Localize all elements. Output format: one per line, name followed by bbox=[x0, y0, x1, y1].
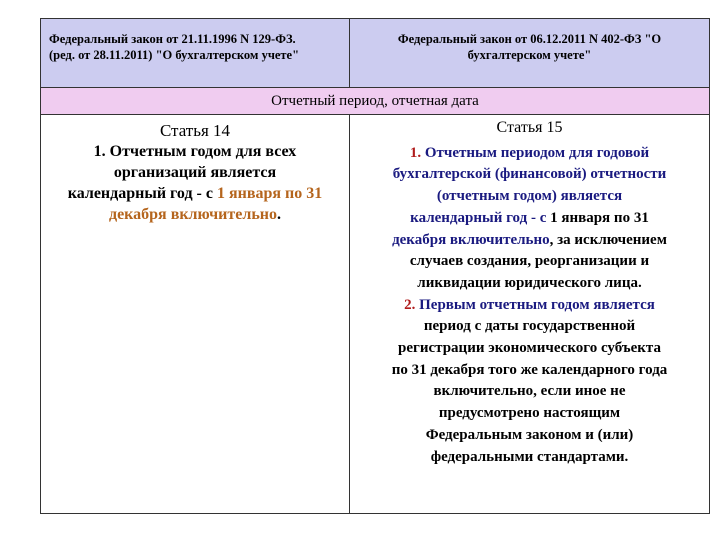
header-right-line2: бухгалтерском учете" bbox=[467, 48, 592, 62]
period-dates: 1 января по 31 bbox=[550, 209, 649, 226]
article-15-text: Отчетным периодом для годовой bbox=[421, 144, 650, 161]
article-15-line: ликвидации юридического лица. bbox=[417, 274, 642, 291]
article-15-line: федеральными стандартами. bbox=[430, 448, 629, 465]
item-number: 2. bbox=[404, 296, 416, 313]
article-15-line: (отчетным годом) является bbox=[436, 188, 623, 205]
header-law-402 bbox=[350, 19, 709, 87]
comparison-table bbox=[40, 18, 710, 514]
header-left-line1: Федеральный закон от 21.11.1996 N 129-ФЗ. bbox=[49, 32, 296, 46]
header-law-129 bbox=[41, 19, 350, 87]
article-14-line: 1. Отчетным годом для всех bbox=[93, 143, 297, 160]
article-15-line: регистрации экономического субъекта bbox=[398, 340, 661, 357]
article-15-line bbox=[350, 208, 709, 230]
article-14-line: организаций является bbox=[113, 164, 277, 181]
article-14-line bbox=[41, 183, 349, 204]
article-15-line: по 31 декабря того же календарного года bbox=[391, 361, 668, 378]
header-left-line2: (ред. от 28.11.2011) "О бухгалтерском учете" bbox=[49, 48, 300, 62]
period-dates: декабря включительно bbox=[392, 231, 550, 248]
period-dates: декабря включительно bbox=[108, 206, 278, 223]
article-15-line bbox=[350, 143, 709, 165]
article-15-line bbox=[350, 295, 709, 317]
header-right-line1: Федеральный закон от 06.12.2011 N 402-ФЗ "О bbox=[397, 32, 662, 46]
section-title: Отчетный период, отчетная дата bbox=[41, 87, 709, 115]
article-14-cell bbox=[41, 115, 350, 513]
article-14-text: календарный год - с bbox=[67, 185, 217, 202]
article-15-line: случаев создания, реорганизации и bbox=[409, 253, 650, 270]
article-15-line bbox=[350, 230, 709, 252]
article-14-text: . bbox=[277, 206, 282, 223]
article-15-text: Первым отчетным годом является bbox=[415, 296, 655, 313]
article-15-line: период с даты государственной bbox=[423, 318, 636, 335]
period-dates: 1 января по 31 bbox=[216, 185, 323, 202]
article-14-line bbox=[41, 204, 349, 225]
article-15-line: Федеральным законом и (или) bbox=[425, 426, 634, 443]
article-15-line: предусмотрено настоящим bbox=[438, 405, 621, 422]
article-15-line: бухгалтерской (финансовой) отчетности bbox=[392, 166, 667, 183]
article-15-text: , за исключением bbox=[549, 231, 667, 248]
article-15-text: календарный год - с bbox=[410, 209, 551, 226]
article-15-heading: Статья 15 bbox=[496, 119, 563, 136]
article-15-line: включительно, если иное не bbox=[433, 383, 626, 400]
article-15-cell bbox=[350, 115, 709, 513]
article-14-heading: Статья 14 bbox=[159, 121, 231, 140]
item-number: 1. bbox=[409, 144, 422, 161]
